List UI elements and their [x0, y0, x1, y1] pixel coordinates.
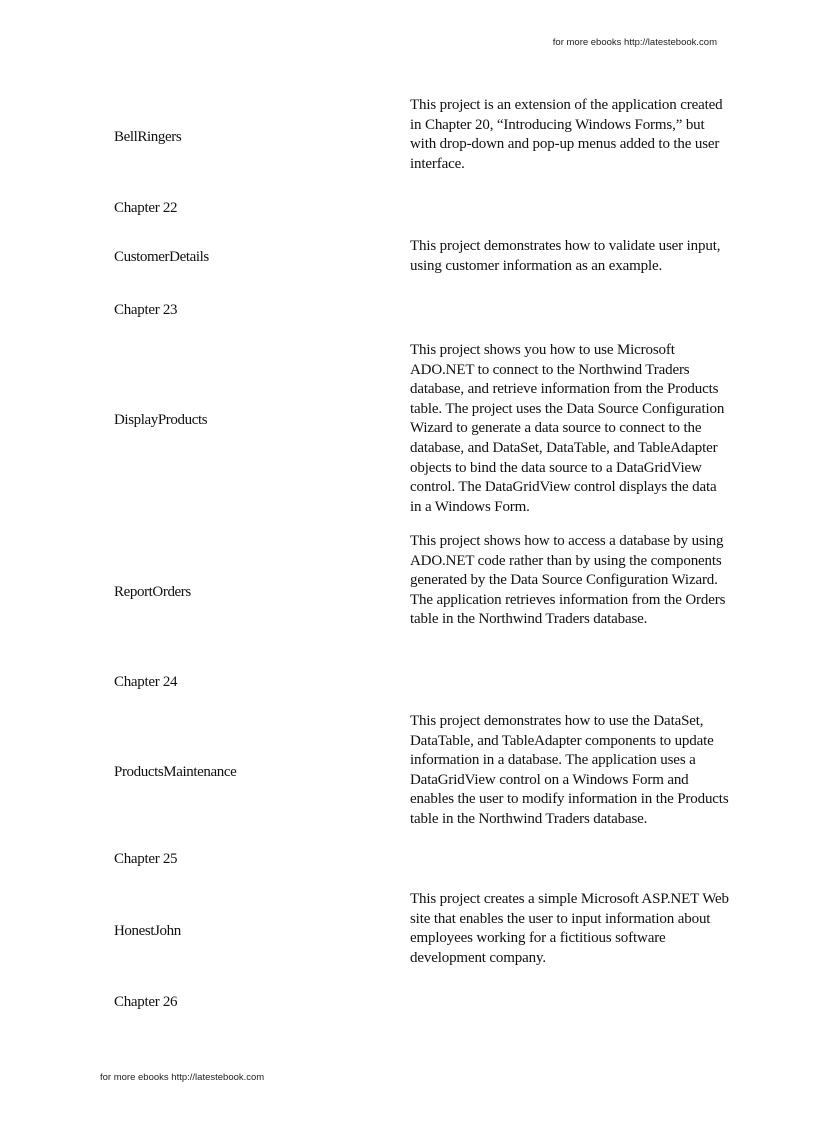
- project-description: This project shows you how to use Microsoft ADO.NET to connect to the Northwind Traders database, and retrieve information from the Products table. The project uses the Data Source Configuration Wizard to generate a data source to connect to the database, and DataSet, DataTable, and TableAdapter objects to bind the data source to a DataGridView control. The DataGridView control displays the data in a Windows Form.: [410, 342, 725, 515]
- chapter-heading: Chapter 24: [114, 674, 178, 690]
- project-name: DisplayProducts: [114, 412, 208, 428]
- project-name: BellRingers: [114, 129, 182, 145]
- chapter-heading: Chapter 23: [114, 302, 178, 318]
- project-description: This project shows how to access a database by using ADO.NET code rather than by using the components generated by the Data Source Configuration Wizard. The application retrieves information from the Orders table in the Northwind Traders database.: [410, 533, 726, 628]
- project-description: This project creates a simple Microsoft ASP.NET Web site that enables the user to input information about employees working for a fictitious software development company.: [410, 891, 729, 966]
- header-ebook-note: for more ebooks http://latestebook.com: [552, 37, 717, 48]
- chapter-heading: Chapter 26: [114, 994, 178, 1010]
- footer-ebook-note: for more ebooks http://latestebook.com: [100, 1072, 265, 1083]
- project-name: CustomerDetails: [114, 249, 209, 265]
- chapter-heading: Chapter 22: [114, 200, 178, 216]
- project-name: ReportOrders: [114, 584, 191, 600]
- project-description: This project is an extension of the application created in Chapter 20, “Introducing Windows Forms,” but with drop-down and pop-up menus added to the user interface.: [410, 97, 723, 172]
- chapter-heading: Chapter 25: [114, 851, 178, 867]
- project-name: HonestJohn: [114, 923, 181, 939]
- project-name: ProductsMaintenance: [114, 764, 237, 780]
- project-description: This project demonstrates how to use the DataSet, DataTable, and TableAdapter components to update information in a database. The application uses a DataGridView control on a Windows Form and enables the user to modify information in the Products table in the Northwind Traders database.: [410, 713, 729, 827]
- project-description: This project demonstrates how to validate user input, using customer information as an example.: [410, 238, 721, 274]
